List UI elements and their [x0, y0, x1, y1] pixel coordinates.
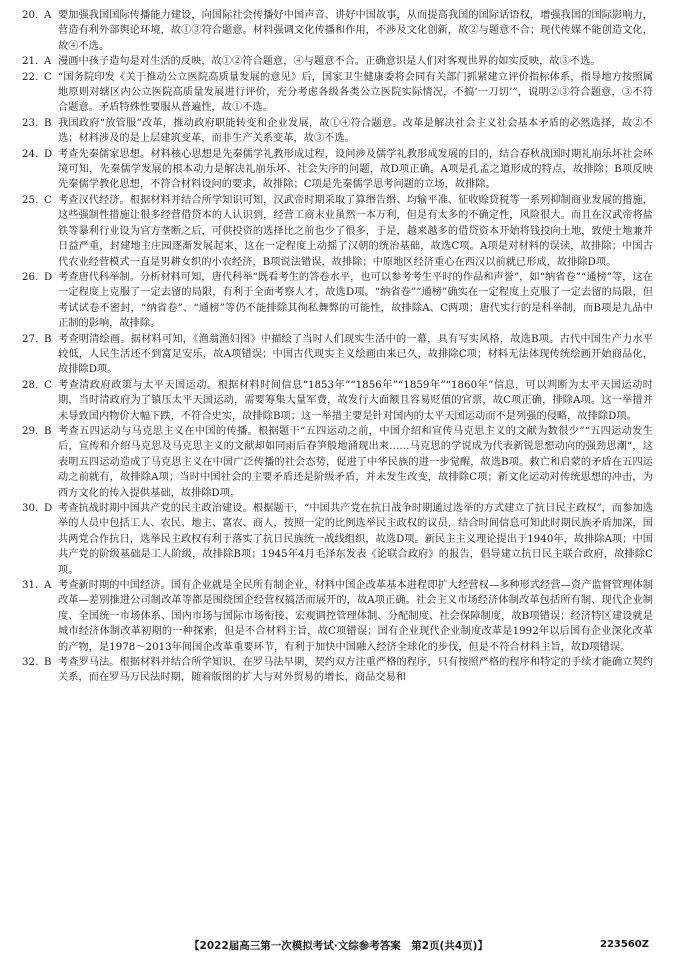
answer-item	[22, 332, 653, 378]
answer-item	[22, 378, 653, 424]
explanation-text: 考查先秦儒家思想。材料核心思想是先秦儒学礼教形成过程，设问涉及儒学礼教形成发展的目的，结合春秋战国时期礼崩乐坏社会环境可知，先秦儒学发展的根本动力是解决礼崩乐坏、社会失序的问题，故D项正确。A项是孔孟之道形成的特点，故排除；B项反映先秦儒学教化思想，不符合材料设问的要求，故排除；C项是先秦儒学思考问题的立场，故排除。	[58, 148, 653, 191]
answer-item	[22, 54, 653, 69]
explanation-text: 漫画中孩子造句是对生活的反映，故①②符合题意，④与题意不合。正确意识是人们对客观世界的如实反映，故③不选。	[58, 56, 601, 68]
explanation-text: 考查唐代科举制。分析材料可知，唐代科举“既看考生的答卷水平，也可以参考考生平时的作品和声誉”，如“纳省卷”“通榜”等，这在一定程度上克服了一定去留的局限，有利于全面考察人才，故选D项。“纳省卷”“通榜”确实在一定程度上克服了一定去留的局限，但考试试卷不密封，“纳省卷”、“通榜”等仍不能排除其徇私舞弊的可能性，故排除A、C两项；唐代实行的是科举制，而B项是九品中正制的影响，故排除。	[58, 271, 653, 330]
answer-letter: C	[44, 379, 52, 391]
answer-item	[22, 70, 653, 116]
question-number: 27.	[22, 333, 39, 345]
question-number: 22.	[22, 71, 39, 83]
explanation-text: 考查清政府政策与太平天国运动。根据材料时间信息“1853年”“1856年”“1859年”“1860年”信息，可以判断为太平天国运动时期，当时清政府为了镇压太平天国运动，需要筹集大量军费，故发行大面额且容易贬值的官票，故C项正确，排除A项。这一举措并未导致国内物价大幅下跌，不符合史实，故排除B项；这一举措主要是针对国内的太平天国运动而不是列强的侵略，故排除D项。	[58, 379, 653, 422]
question-number: 25.	[22, 194, 39, 206]
answer-letter: C	[44, 71, 52, 83]
question-number: 24.	[22, 148, 39, 160]
question-number: 29.	[22, 425, 39, 437]
explanation-text: 考查新时期的中国经济。国有企业就是全民所有制企业，材料中国企改革基本进程即扩大经营权—多种形式经营—资产监督管理体制改革—差别推进公司制改革等都是围绕国企经营权搞活而展开的，故A项正确。社会主义市场经济体制改革包括所有制、现代企业制度、全国统一市场体系、国内市场与国际市场衔接、宏观调控管理体制、分配制度、社会保障制度，故B项错误；经济特区建设就是城市经济体制改革初期的一种探索，但是不合材料主旨，故C项错误；国有企业现代企业制度改革是1992年以后国有企业深化改革的产物，是1978～2013年间国企改革重要环节，有利于加快中国融入经济全球化的步伐，但是不符合材料主旨，故D项错误。	[58, 580, 653, 653]
answer-item	[22, 501, 653, 578]
question-number: 21.	[22, 56, 39, 68]
answer-item	[22, 578, 653, 655]
answer-item	[22, 116, 653, 147]
answer-letter: B	[44, 117, 52, 129]
answer-letter: A	[44, 56, 52, 68]
page-footer: 【2022届高三第一次模拟考试·文综参考答案 第2页(共4页)】	[189, 940, 488, 952]
answer-letter: D	[44, 271, 53, 283]
answer-list	[22, 8, 653, 686]
answer-item	[22, 424, 653, 501]
answer-item	[22, 270, 653, 332]
question-number: 23.	[22, 117, 39, 129]
answer-item	[22, 147, 653, 193]
explanation-text: 考查明清绘画。据材料可知，《渔翁渔妇图》中描绘了当时人们现实生活中的一幕，具有写实风格，故选B项。古代中国生产力水平较低，人民生活还不到富足安乐，故A项错误；中国古代现实主义绘画由来已久，故排除C项；材料无法体现传统绘画开始商品化，故排除D项。	[58, 333, 653, 376]
answer-letter: B	[44, 425, 52, 437]
answer-letter: A	[44, 10, 52, 21]
explanation-text: 要加强我国国际传播能力建设，向国际社会传播好中国声音、讲好中国故事，从而提高我国的国际话语权，增强我国的国际影响力，营造有利外部舆论环境，故①③符合题意。材料强调文化传播和作用，不涉及文化创新，故②与题意不合；现代传媒不能创造文化，故④不选。	[58, 10, 653, 52]
question-number: 26.	[22, 271, 39, 283]
explanation-text: 考查五四运动与马克思主义在中国的传播。根据题干“五四运动之前，中国介绍和宣传马克思主义的文献为数很少”“五四运动发生后，宣传和介绍马克思及马克思主义的文献却如同雨后春笋般地涌现出来……马克思的学说成为代表新锐思想动向的强劲思潮”，这表明五四运动造成了马克思主义在中国广泛传播的社会态势，促进了中华民族的进一步觉醒，故选B项。救亡和启蒙的矛盾在五四运动之前就有，故排除A项；当时中国社会的主要矛盾还是阶级矛盾，并未发生改变，故排除C项；新文化运动对传统思想的冲击，为西方文化的传入提供基础，故排除D项。	[58, 425, 653, 499]
answer-letter: D	[44, 148, 53, 160]
document-code: 223560Z	[600, 939, 649, 950]
explanation-text: 考查罗马法。根据材料并结合所学知识，在罗马法早期，契约双方注重严格的程序，只有按照严格的程序和特定的手续才能确立契约关系，而在罗马万民法时期，随着版图的扩大与对外贸易的增长，商品交易和	[58, 657, 653, 684]
answer-item	[22, 8, 653, 54]
answer-letter: D	[44, 503, 53, 514]
answer-letter: B	[44, 657, 52, 669]
question-number: 32.	[22, 657, 39, 669]
explanation-text: 我国政府“放管服”改革，推动政府职能转变和企业发展，故①④符合题意。改革是解决社会主义社会基本矛盾的必然选择，故②不选；材料涉及的是上层建筑变革，而非生产关系变革，故③不选。	[58, 117, 653, 145]
answer-letter: C	[44, 194, 52, 206]
question-number: 20.	[22, 10, 39, 21]
answer-item	[22, 655, 653, 686]
explanation-text: 考查抗战时期中国共产党的民主政治建设。根据题干，“中国共产党在抗日战争时期通过选举的方式建立了抗日民主政权”，而参加选举的人员中包括工人、农民、地主、富农、商人，按照一定的比例选举民主政权的议员，结合时间信息可知此时期民族矛盾加深，国共两党合作抗日，选举民主政权有利于落实了抗日民族统一战线组织，故选D项。新民主主义理论提出于1940年，故排除A项；中国共产党的阶级基础是工人阶级，故排除B项；1945年4月毛泽东发表《论联合政府》的报告，倡导建立抗日民主联合政府，故排除C项。	[58, 503, 653, 576]
question-number: 28.	[22, 379, 39, 391]
answer-item	[22, 193, 653, 270]
answer-letter: B	[44, 333, 52, 345]
answer-letter: A	[44, 580, 52, 592]
question-number: 30.	[22, 503, 39, 514]
explanation-text: 考查汉代经济。根据材料并结合所学知识可知，汉武帝时期采取了算缗告缗、均输平准、征收赊贷税等一系列抑制商业发展的措施，这些强制性措施让很多经营借贷本的人认识到，经营工商末业虽然一本万利，但是有太多的不确定性，风险很大。而且在汉武帝将盐铁等暴利行业设为官方垄断之后，可供投资的选择比之前也少了很多，于是，越来越多的借贷资本开始将钱投向土地，致使土地兼并日益严重，封建地主庄园逐渐发展起来，这在一定程度上动摇了汉朝的统治基础，故选C项。A项是对材料的误读，故排除；中国古代农业经营模式一直是男耕女织的小农经济，B项说法错误，故排除；中原地区经济重心在西汉以前就已形成，故排除D项。	[58, 194, 653, 268]
question-number: 31.	[22, 580, 39, 592]
explanation-text: “国务院印发《关于推动公立医院高质量发展的意见》后，国家卫生健康委将会同有关部门抓紧建立评价指标体系，指导地方按照属地原则对辖区内公立医院高质量发展进行评价，充分考虑各级各类公立医院实际情况，不搞‘一刀切’”，说明②③符合题意，③不符合题意。矛盾特殊性要服从普遍性，故①不选。	[58, 71, 653, 114]
